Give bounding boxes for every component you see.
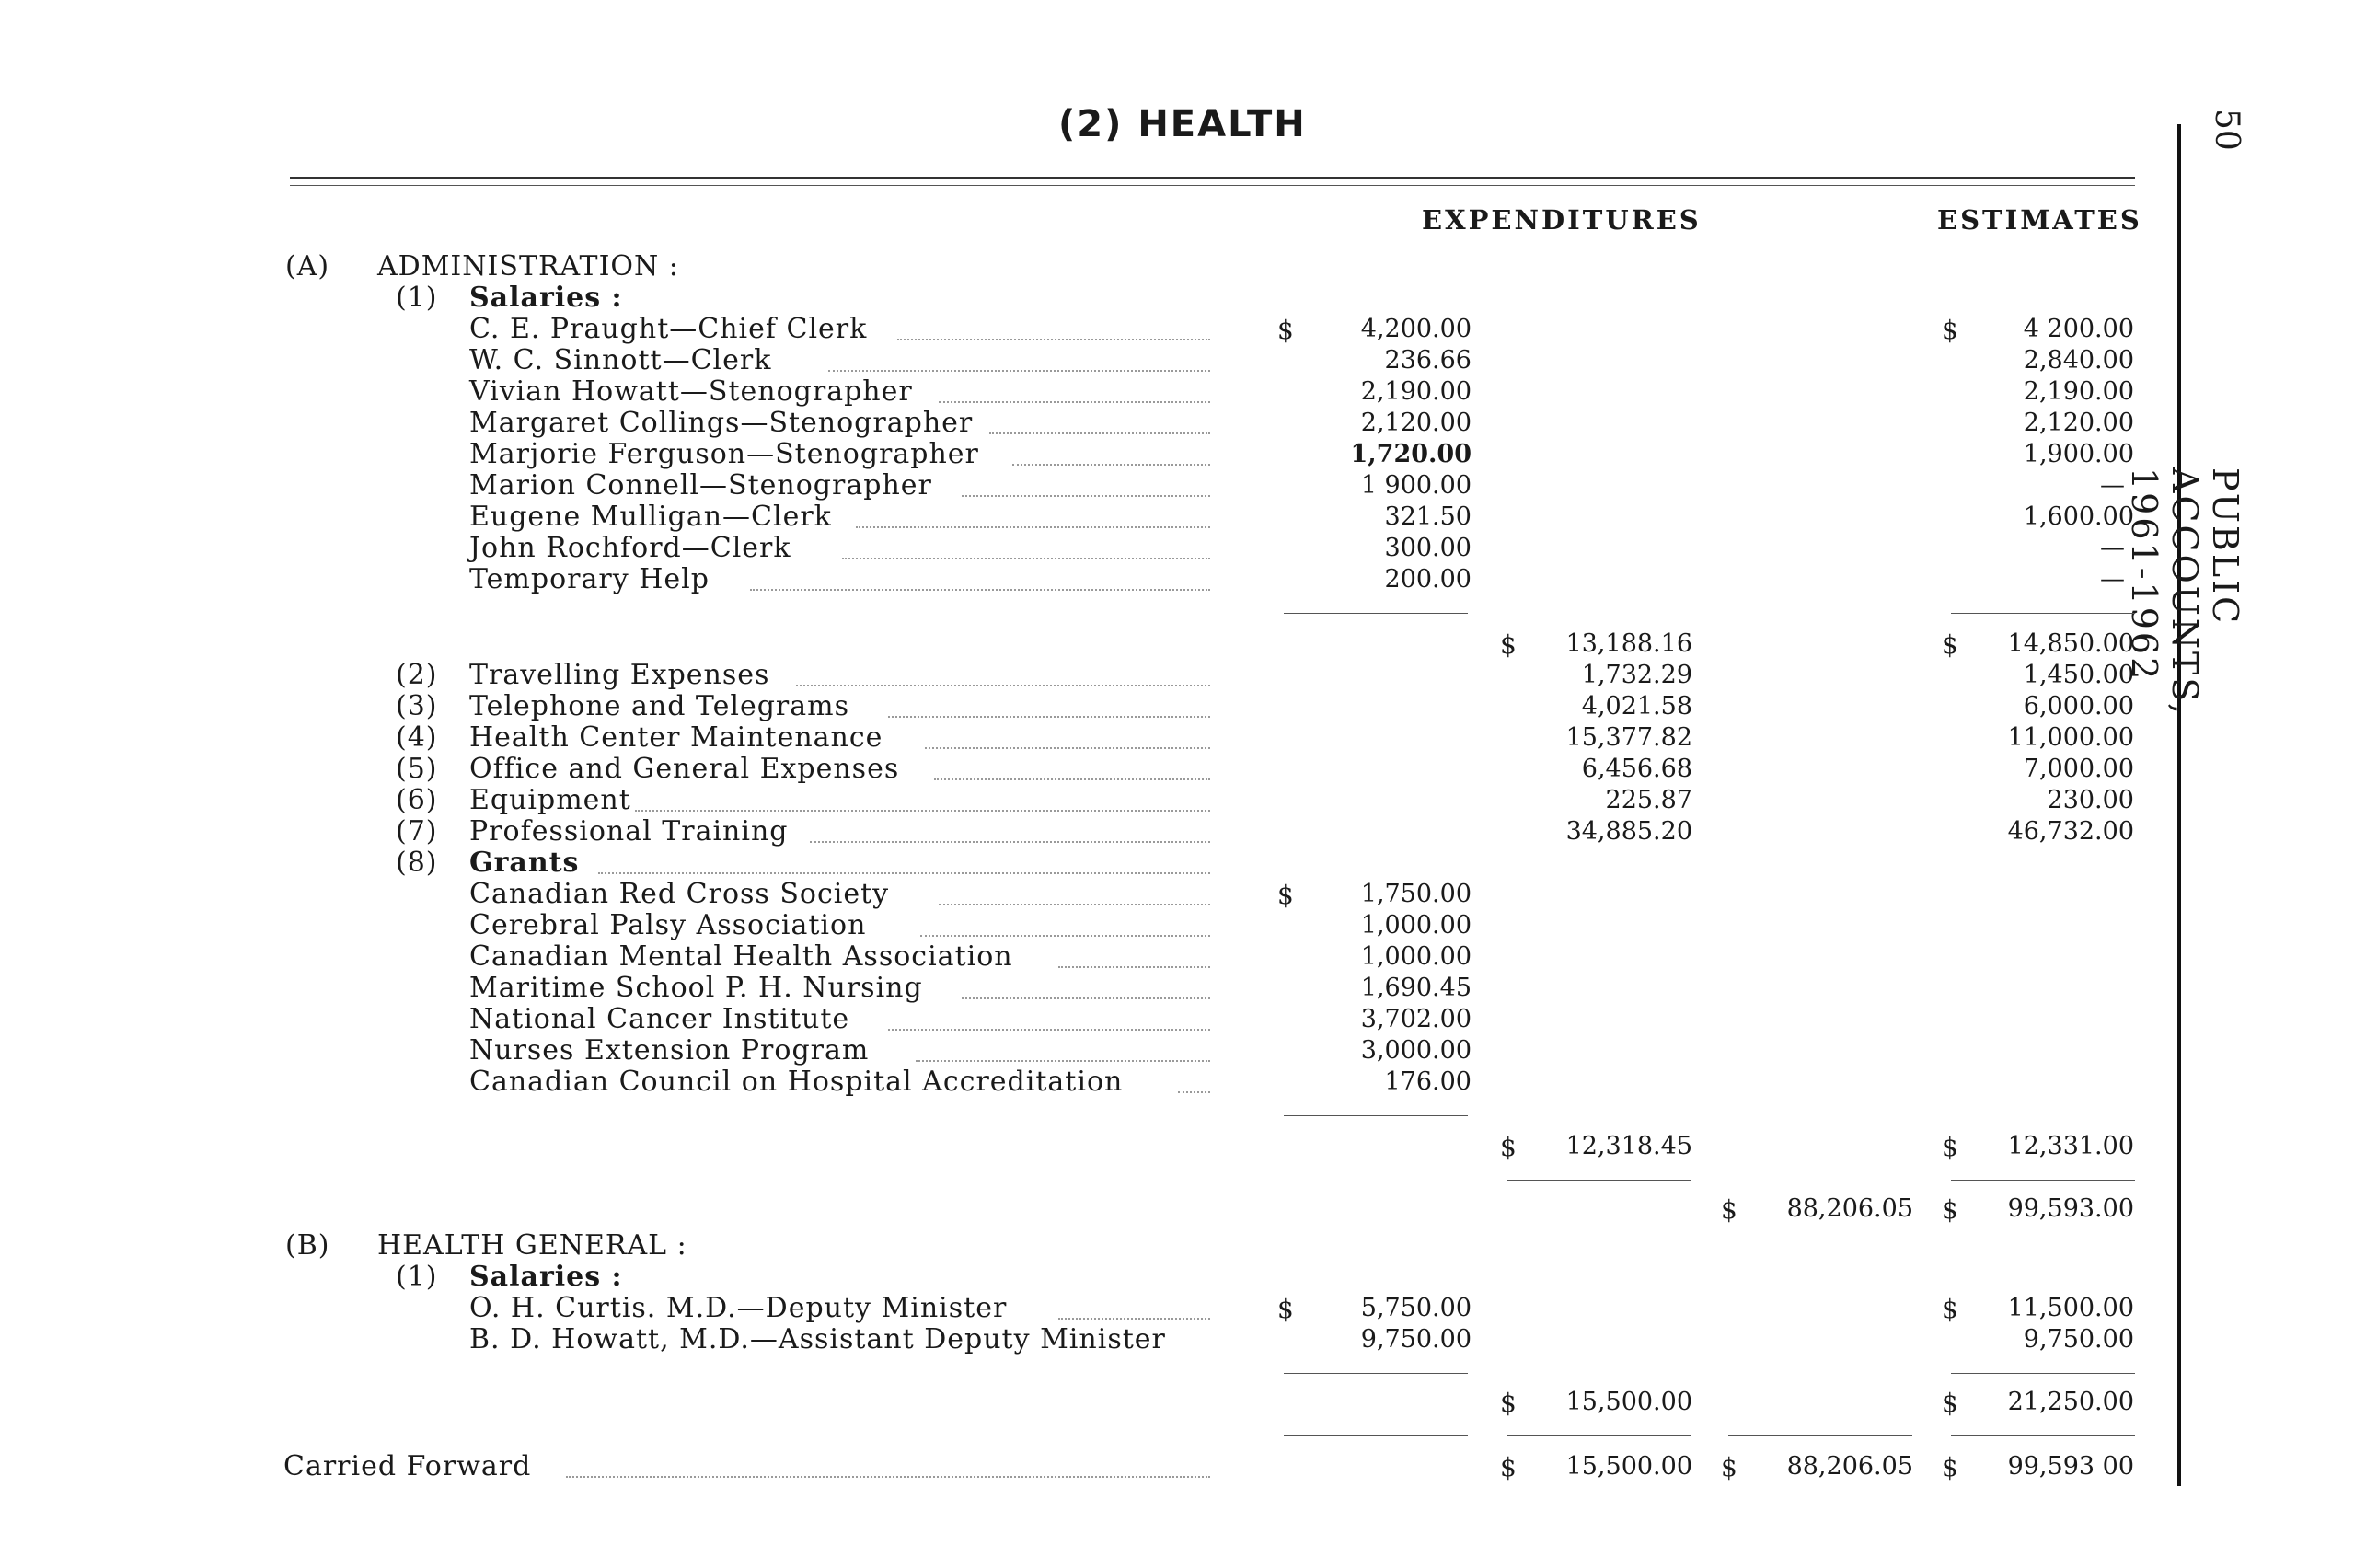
section-b-salaries-label: Salaries : <box>469 1261 623 1293</box>
subtotal-rule <box>1284 1373 1468 1374</box>
expenditure-amount: 1 900.00 <box>1360 471 1472 500</box>
item-name: Telephone and Telegrams <box>469 690 849 722</box>
leader-dots <box>925 747 1210 749</box>
carry-rule <box>1951 1435 2135 1436</box>
section-b-title: HEALTH GENERAL : <box>377 1229 687 1262</box>
leader-dots <box>635 810 1210 812</box>
grant-name: National Cancer Institute <box>469 1003 850 1035</box>
estimate-amount: 11,500.00 <box>2007 1294 2134 1322</box>
item-number: (5) <box>396 753 438 785</box>
grant-name: Maritime School P. H. Nursing <box>469 972 923 1004</box>
grant-name: Canadian Council on Hospital Accreditation <box>469 1066 1124 1098</box>
estimate-amount: 4 200.00 <box>2023 315 2134 343</box>
section-a-title: ADMINISTRATION : <box>377 250 679 282</box>
expenditure-amount: 5,750.00 <box>1360 1294 1472 1322</box>
leader-dots <box>916 1060 1210 1062</box>
expenditure-amount: 1,000.00 <box>1360 942 1472 971</box>
item-name: Travelling Expenses <box>469 659 770 691</box>
subtotal-rule <box>1951 1373 2135 1374</box>
leader-dots <box>1058 1318 1210 1320</box>
expenditure-amount: 176.00 <box>1384 1067 1472 1096</box>
employee-name: Temporary Help <box>469 563 710 595</box>
expenditure-amount: 2,120.00 <box>1360 409 1472 437</box>
expenditure-amount: 1,720.00 <box>1350 440 1472 468</box>
leader-dots <box>962 997 1210 999</box>
expenditure-amount: 34,885.20 <box>1565 817 1692 846</box>
header-rule-top <box>290 177 2135 179</box>
currency-sign: $ <box>1721 1452 1737 1482</box>
carry-rule <box>1284 1435 1468 1436</box>
expenditure-amount: 3,702.00 <box>1360 1005 1472 1033</box>
item-number: (4) <box>396 721 438 754</box>
subtotal-rule <box>1951 613 2135 614</box>
section-total-rule <box>1507 1180 1691 1181</box>
currency-sign: $ <box>1500 1132 1517 1162</box>
currency-sign: $ <box>1942 1194 1958 1225</box>
employee-name: Vivian Howatt—Stenographer <box>469 375 913 408</box>
item-number: (6) <box>396 784 438 816</box>
expenditures-heading: EXPENDITURES <box>1422 204 1702 236</box>
page-title: (2) HEALTH <box>1058 103 1307 145</box>
carried-forward-label: Carried Forward <box>283 1450 532 1482</box>
expenditure-amount: 1,000.00 <box>1360 911 1472 940</box>
estimate-amount: 46,732.00 <box>2007 817 2134 846</box>
leader-dots <box>828 370 1210 372</box>
carried-forward-estimate: 99,593 00 <box>2007 1452 2134 1481</box>
employee-name: Marjorie Ferguson—Stenographer <box>469 438 979 470</box>
leader-dots <box>888 1029 1210 1031</box>
grants-label: Grants <box>469 847 580 879</box>
leader-dots <box>989 432 1210 434</box>
leader-dots <box>934 778 1210 780</box>
expenditure-amount: 225.87 <box>1605 786 1692 814</box>
item-number: (3) <box>396 690 438 722</box>
leader-dots <box>897 339 1210 340</box>
leader-dots <box>939 904 1210 905</box>
leader-dots <box>962 495 1210 497</box>
employee-name: John Rochford—Clerk <box>469 532 791 564</box>
estimate-amount: 7,000.00 <box>2023 755 2134 783</box>
leader-dots <box>750 589 1210 591</box>
leader-dots <box>939 401 1210 403</box>
section-a-salaries-label: Salaries : <box>469 282 623 314</box>
leader-dots <box>796 685 1210 686</box>
employee-name: B. D. Howatt, M.D.—Assistant Deputy Minister <box>469 1323 1166 1355</box>
carried-forward-section-total: 88,206.05 <box>1786 1452 1913 1481</box>
currency-sign: $ <box>1942 1294 1958 1324</box>
expenditure-amount: 15,377.82 <box>1565 723 1692 752</box>
expenditure-amount: 3,000.00 <box>1360 1036 1472 1065</box>
leader-dots <box>810 841 1210 843</box>
estimate-amount: — <box>2100 471 2125 500</box>
expenditure-amount: 236.66 <box>1384 346 1472 375</box>
estimate-amount: 11,000.00 <box>2007 723 2134 752</box>
leader-dots <box>598 872 1210 874</box>
section-b-salaries-total-expenditure: 15,500.00 <box>1565 1388 1692 1416</box>
currency-sign: $ <box>1500 629 1517 660</box>
expenditure-amount: 6,456.68 <box>1581 755 1692 783</box>
currency-sign: $ <box>1721 1194 1737 1225</box>
expenditure-amount: 4,021.58 <box>1581 692 1692 721</box>
section-b-letter: (B) <box>285 1229 330 1262</box>
leader-dots <box>888 716 1210 718</box>
grant-name: Nurses Extension Program <box>469 1034 870 1066</box>
salaries-total-estimate: 14,850.00 <box>2007 629 2134 658</box>
subtotal-rule <box>1284 613 1468 614</box>
carried-forward-expenditure: 15,500.00 <box>1565 1452 1692 1481</box>
item-name: Office and General Expenses <box>469 753 900 785</box>
leader-dots <box>1178 1091 1210 1093</box>
estimate-amount: — <box>2100 534 2125 562</box>
currency-sign: $ <box>1942 1132 1958 1162</box>
currency-sign: $ <box>1500 1388 1517 1418</box>
item-number: (7) <box>396 815 438 847</box>
leader-dots <box>566 1476 1210 1478</box>
section-total-rule <box>1951 1180 2135 1181</box>
estimate-amount: 1,900.00 <box>2023 440 2134 468</box>
estimate-amount: 1,450.00 <box>2023 661 2134 689</box>
header-rule-bottom <box>290 185 2135 186</box>
currency-sign: $ <box>1942 629 1958 660</box>
section-b-salaries-total-estimate: 21,250.00 <box>2007 1388 2134 1416</box>
estimate-amount: 230.00 <box>2047 786 2134 814</box>
section-a-total-expenditure: 88,206.05 <box>1786 1194 1913 1223</box>
expenditure-amount: 200.00 <box>1384 565 1472 594</box>
estimate-amount: 2,190.00 <box>2023 377 2134 406</box>
grants-total-estimate: 12,331.00 <box>2007 1132 2134 1160</box>
estimate-amount: — <box>2100 565 2125 594</box>
page-number: 50 <box>2208 109 2245 151</box>
employee-name: C. E. Praught—Chief Clerk <box>469 313 868 345</box>
item-name: Health Center Maintenance <box>469 721 883 754</box>
expenditure-amount: 1,732.29 <box>1581 661 1692 689</box>
running-title: PUBLIC ACCOUNTS, 1961-1962 <box>2124 467 2245 718</box>
leader-dots <box>842 558 1210 559</box>
section-a-salaries-num: (1) <box>396 282 438 314</box>
leader-dots <box>1058 966 1210 968</box>
expenditure-amount: 1,690.45 <box>1360 974 1472 1002</box>
grant-name: Canadian Mental Health Association <box>469 940 1013 973</box>
estimate-amount: 6,000.00 <box>2023 692 2134 721</box>
leader-dots <box>1012 464 1210 466</box>
expenditure-amount: 300.00 <box>1384 534 1472 562</box>
estimate-amount: 2,120.00 <box>2023 409 2134 437</box>
employee-name: W. C. Sinnott—Clerk <box>469 344 772 376</box>
currency-sign: $ <box>1942 1452 1958 1482</box>
currency-sign: $ <box>1942 1388 1958 1418</box>
grants-total-expenditure: 12,318.45 <box>1565 1132 1692 1160</box>
expenditure-amount: 9,750.00 <box>1360 1325 1472 1354</box>
margin-rule <box>2177 124 2181 1486</box>
expenditure-amount: 2,190.00 <box>1360 377 1472 406</box>
section-a-total-estimate: 99,593.00 <box>2007 1194 2134 1223</box>
grant-name: Canadian Red Cross Society <box>469 878 890 910</box>
expenditure-amount: 1,750.00 <box>1360 880 1472 908</box>
salaries-total-expenditure: 13,188.16 <box>1565 629 1692 658</box>
employee-name: Marion Connell—Stenographer <box>469 469 932 502</box>
estimate-amount: 9,750.00 <box>2023 1325 2134 1354</box>
section-b-salaries-num: (1) <box>396 1261 438 1293</box>
estimate-amount: 1,600.00 <box>2023 502 2134 531</box>
currency-sign: $ <box>1277 1294 1294 1324</box>
employee-name: Margaret Collings—Stenographer <box>469 407 974 439</box>
employee-name: O. H. Curtis. M.D.—Deputy Minister <box>469 1292 1008 1324</box>
subtotal-rule <box>1284 1115 1468 1116</box>
item-name: Professional Training <box>469 815 789 847</box>
currency-sign: $ <box>1500 1452 1517 1482</box>
carry-rule <box>1507 1435 1691 1436</box>
estimate-amount: 2,840.00 <box>2023 346 2134 375</box>
employee-name: Eugene Mulligan—Clerk <box>469 501 832 533</box>
currency-sign: $ <box>1942 315 1958 345</box>
currency-sign: $ <box>1277 315 1294 345</box>
currency-sign: $ <box>1277 880 1294 910</box>
item-number: (2) <box>396 659 438 691</box>
grants-number: (8) <box>396 847 438 879</box>
grant-name: Cerebral Palsy Association <box>469 909 867 941</box>
expenditure-amount: 321.50 <box>1384 502 1472 531</box>
leader-dots <box>920 935 1210 937</box>
expenditure-amount: 4,200.00 <box>1360 315 1472 343</box>
item-name: Equipment <box>469 784 631 816</box>
leader-dots <box>856 526 1210 528</box>
estimates-heading: ESTIMATES <box>1937 204 2142 236</box>
section-a-letter: (A) <box>285 250 330 282</box>
carry-rule <box>1728 1435 1912 1436</box>
